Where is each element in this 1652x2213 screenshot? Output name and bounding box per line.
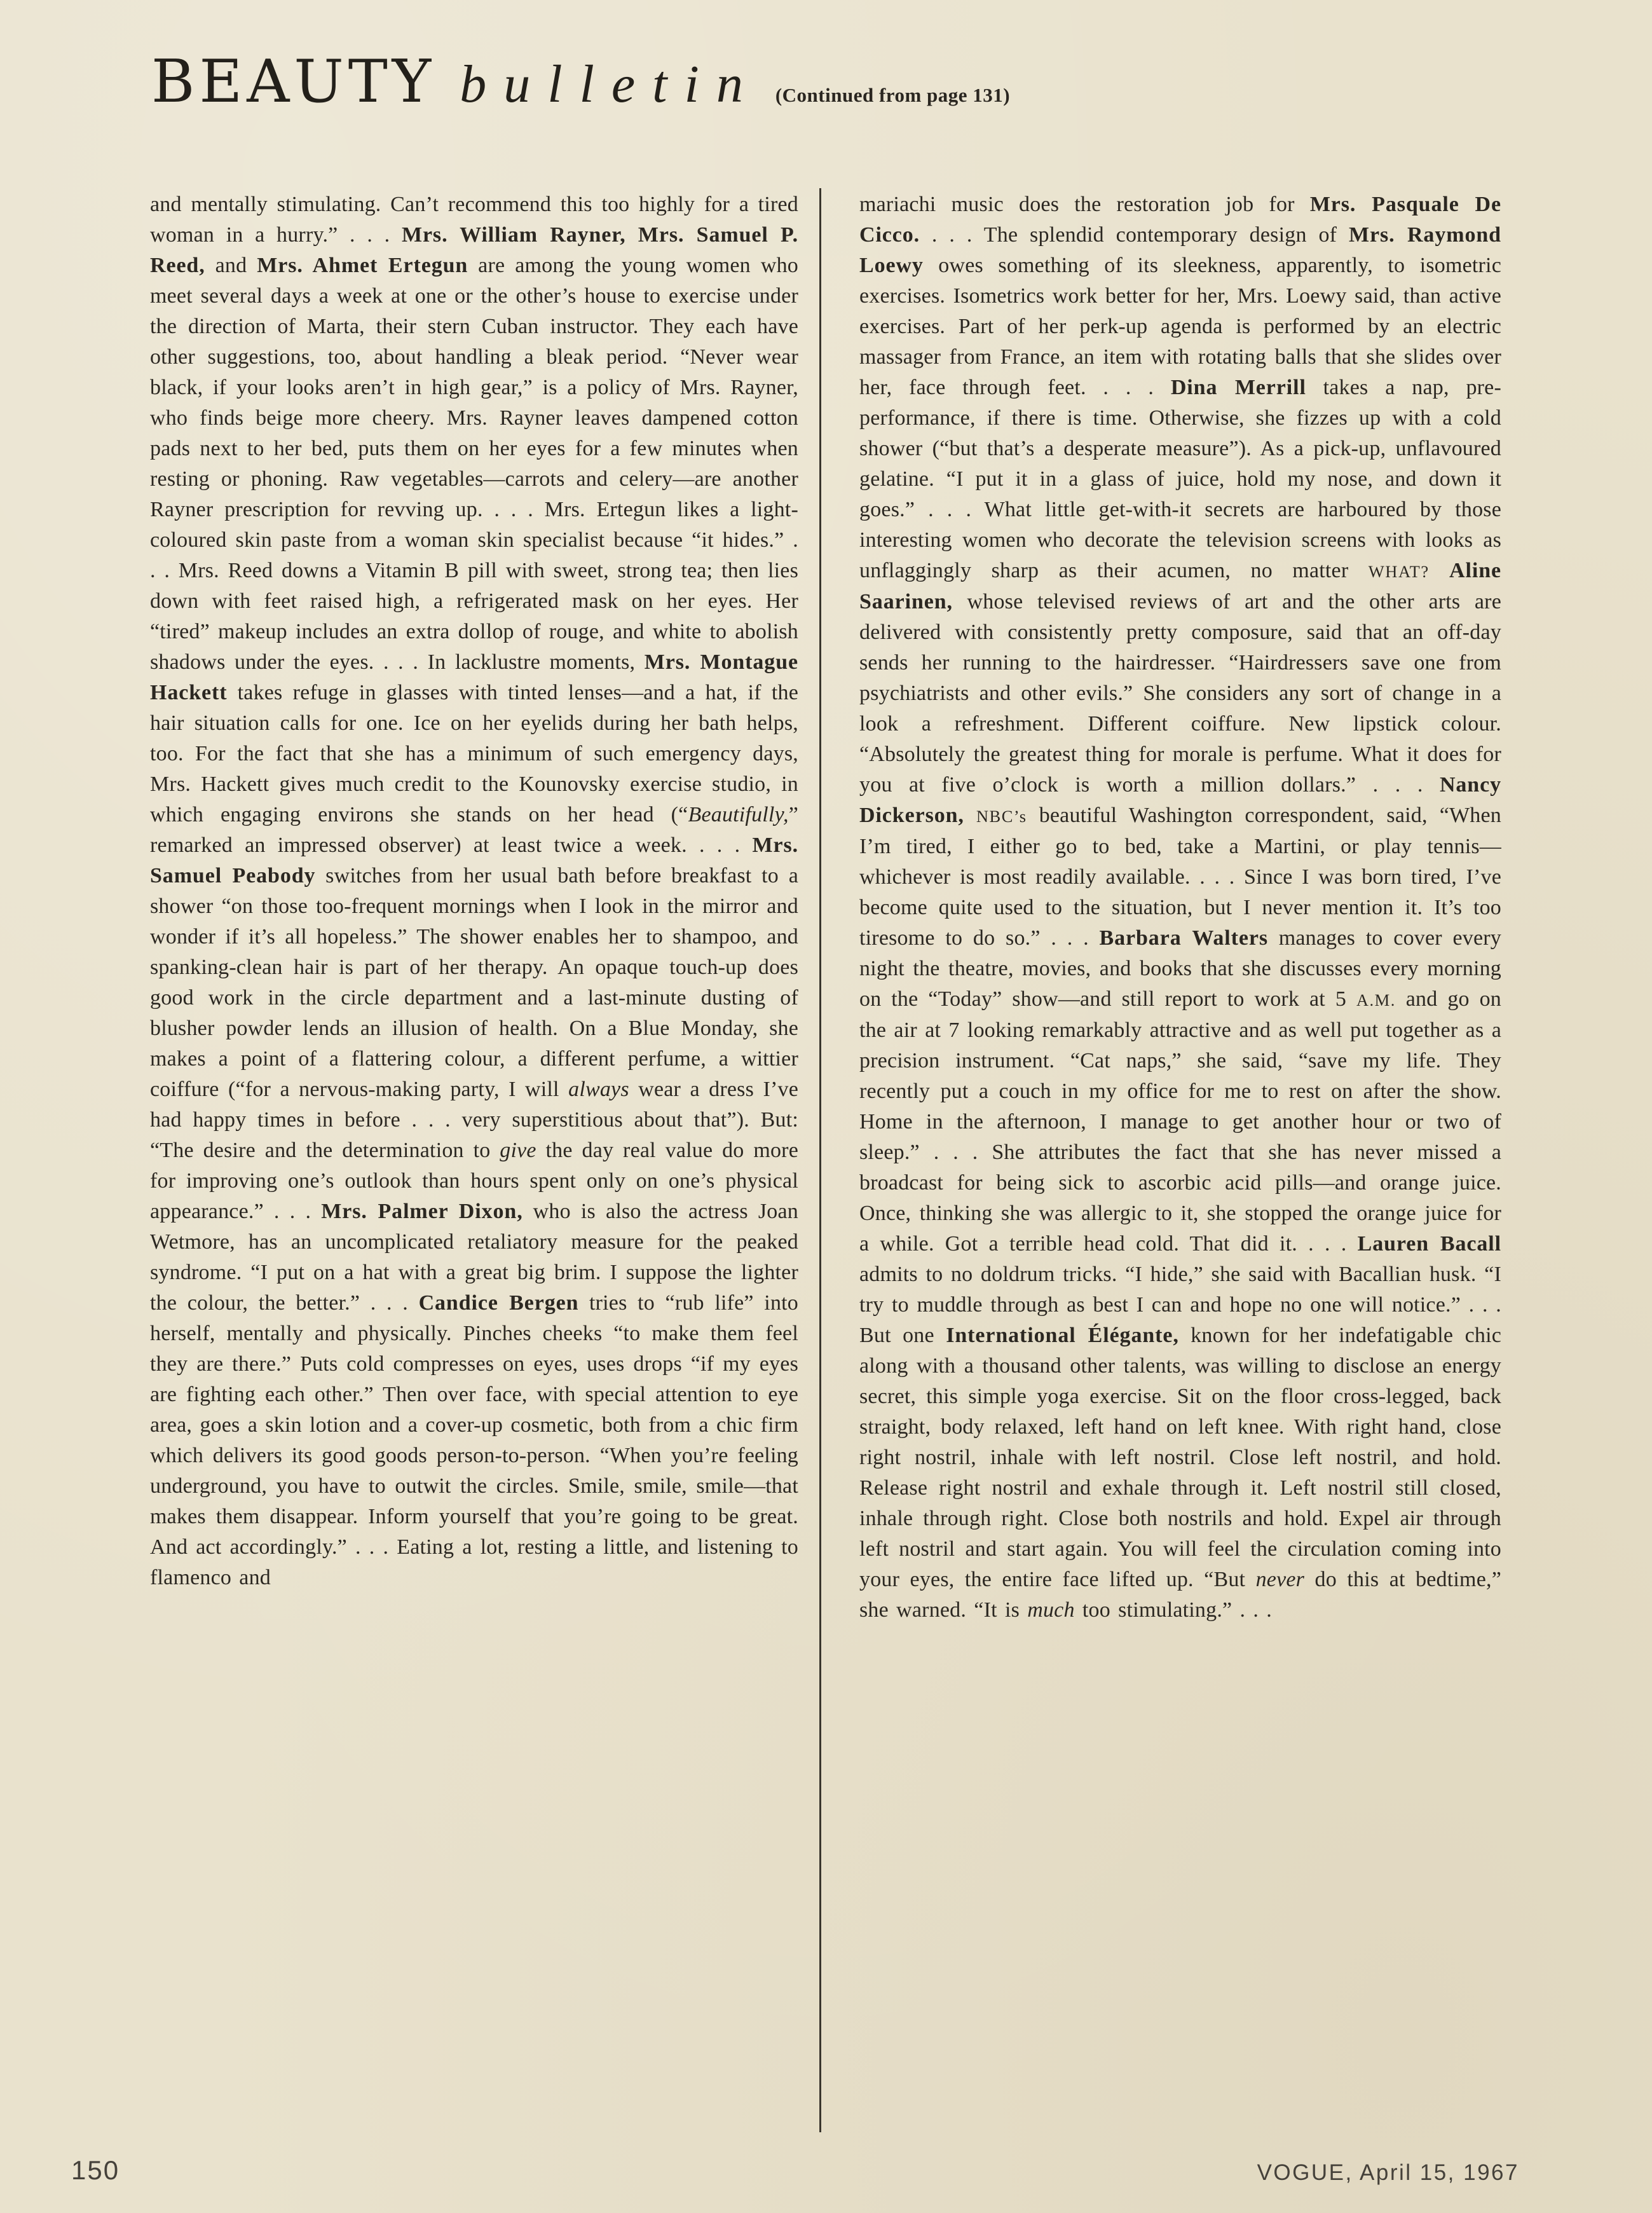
text-segment: whose televised reviews of art and the other arts are delivered with consistently pretty composure, said that an off-day sends her running to the hairdresser. “Hairdressers save one from psychiatrists and other evils.” She considers any sort of change in a look a refreshment. Different coiffure. New lipstick colour. “Absolutely the greatest thing for morale is perfume. What it does for you at five o’clock is worth a million dollars.” . . . — [859, 590, 1501, 797]
page-number: 150 — [71, 2155, 120, 2185]
column-divider — [819, 188, 821, 2132]
text-segment: Aline Saarinen, — [859, 559, 1501, 613]
article-column-left — [150, 189, 798, 1593]
text-segment: and — [205, 254, 257, 277]
text-segment: Barbara Walters — [1099, 926, 1268, 950]
text-segment: always — [568, 1078, 629, 1101]
text-segment: Lauren Bacall — [1357, 1232, 1501, 1256]
text-segment: tries to “rub life” into herself, mentally and physically. Pinches cheeks “to make them feel they are there.” Puts cold compresses on eyes, uses drops “if my eyes are fighting each other.” Then over face, with special attention to eye area, goes a skin lotion and a cover-up cosmetic, both from a chic firm which delivers its good goods person-to-person. “When you’re feeling underground, you have to outwit the circles. Smile, smile, smile—that makes them disappear. Inform yourself that you’re going to be great. And act accordingly.” . . . Eating a lot, resting a little, and listening to flamenco and — [150, 1291, 798, 1589]
text-segment: known for her indefatigable chic along with a thousand other talents, was willing to disclose an energy secret, this simple yoga exercise. Sit on the floor cross-legged, back straight, body relaxed, left hand on left knee. With right hand, close right nostril, inhale with left nostril. Close left nostril, and hold. Release right nostril and exhale through it. Left nostril still closed, inhale through right. Close both nostrils and hold. Expel air through left nostril and start again. You will feel the circulation coming into your eyes, the entire face lifted up. “But — [859, 1324, 1502, 1591]
text-segment: beautiful Washington correspondent, said, “When I’m tired, I either go to bed, take a Martini, or play tennis—whichever is most readily available. . . . Since I was born tired, I’ve become quite used to the situation, but I never mention it. It’s too tiresome to do so.” . . . — [859, 804, 1501, 950]
text-segment: who is also the actress Joan Wetmore, has an uncomplicated retaliatory measure for the peaked syndrome. “I put on a hat with a great big brim. I suppose the lighter the colour, the better.” . . . — [150, 1200, 798, 1315]
text-segment: takes a nap, pre-performance, if there is time. Otherwise, she fizzes up with a cold shower (“but that’s a desperate measure”). As a pick-up, unflavoured gelatine. “I put it in a glass of juice, hold my nose, and down it goes.” . . . What little get-with-it secrets are harboured by those interesting women who decorate the television screens with looks as unflaggingly sharp as their acumen, no matter — [859, 376, 1501, 582]
text-segment: Mrs. Samuel Peabody — [150, 833, 798, 887]
article-column-right — [859, 189, 1501, 1626]
text-segment: Dina Merrill — [1170, 376, 1306, 399]
text-segment: do this at bedtime,” she warned. “It is — [859, 1568, 1501, 1622]
text-segment: ” remarked an impressed observer) at least twice a week. . . . — [150, 803, 798, 857]
text-segment: A.M. — [1356, 990, 1396, 1010]
section-subtitle: bulletin — [460, 55, 760, 114]
text-segment: mariachi music does the restoration job for — [859, 193, 1310, 216]
magazine-credit: VOGUE, April 15, 1967 — [1257, 2160, 1519, 2185]
text-segment: much — [1027, 1598, 1075, 1622]
text-segment: manages to cover every night the theatre, movies, and books that she discusses every morning on the “Today” show—and still report to work at 5 — [859, 926, 1501, 1011]
text-segment: International Élégante, — [946, 1324, 1179, 1347]
text-segment: give — [500, 1139, 536, 1162]
text-segment: Beautifully, — [688, 803, 789, 826]
text-segment: NBC’s — [976, 807, 1027, 826]
continuation-note: (Continued from page 131) — [775, 84, 1011, 106]
text-segment: Mrs. Ahmet Ertegun — [257, 254, 468, 277]
article-header — [151, 47, 1010, 116]
section-title: BEAUTY — [151, 47, 436, 116]
text-segment — [1430, 559, 1449, 582]
text-segment: Mrs. Montague Hackett — [150, 650, 798, 704]
text-segment: are among the young women who meet several days a week at one or the other’s house to exercise under the direction of Marta, their stern Cuban instructor. They each have other suggestions, too, about handling a bleak period. “Never wear black, if your looks aren’t in high gear,” is a policy of Mrs. Rayner, who finds beige more cheery. Mrs. Rayner leaves dampened cotton pads next to her bed, puts them on her eyes for a few minutes when resting or phoning. Raw vegetables—carrots and celery—are another Rayner prescription for revving up. . . . Mrs. Ertegun likes a light-coloured skin paste from a woman skin specialist because “it hides.” . . . Mrs. Reed downs a Vitamin B pill with sweet, strong tea; then lies down with feet raised high, a refrigerated mask on her eyes. Her “tired” makeup includes an extra dollop of rouge, and white to abolish shadows under the eyes. . . . In lacklustre moments, — [150, 254, 798, 674]
text-segment: Nancy Dickerson, — [859, 773, 1501, 827]
text-segment: Mrs. Pasquale De Cicco. — [859, 193, 1501, 247]
text-segment: owes something of its sleekness, apparently, to isometric exercises. Isometrics work better for her, Mrs. Loewy said, than active exercises. Part of her perk-up agenda is performed by an electric massager from France, an item with rotating balls that she slides over her, face through feet. . . . — [859, 254, 1501, 399]
text-segment: takes refuge in glasses with tinted lenses—and a hat, if the hair situation calls for one. Ice on her eyelids during her bath helps, too. For the fact that she has a minimum of such emergency days, Mrs. Hackett gives much credit to the Kounovsky exercise studio, in which engaging environs she stands on her head (“ — [150, 681, 798, 826]
text-segment: . . . The splendid contemporary design of — [920, 223, 1349, 247]
text-segment: WHAT? — [1368, 562, 1430, 581]
text-segment: too stimulating.” . . . — [1074, 1598, 1273, 1622]
text-segment: Mrs. Raymond Loewy — [859, 223, 1501, 277]
text-segment: never — [1255, 1568, 1305, 1591]
text-segment: switches from her usual bath before breakfast to a shower “on those too-frequent mornings when I look in the mirror and wonder if it’s all hopeless.” The shower enables her to shampoo, and spanking-clean hair is part of her therapy. An opaque touch-up does good work in the circle department and a last-minute dusting of blusher powder lends an illusion of health. On a Blue Monday, she makes a point of a flattering colour, a different perfume, a wittier coiffure (“for a nervous-making party, I will — [150, 864, 798, 1101]
text-segment: and go on the air at 7 looking remarkably attractive and as well put together as a precision instrument. “Cat naps,” she said, “save my life. They recently put a couch in my office for me to rest on after the show. Home in the afternoon, I manage to get another hour or two of sleep.” . . . She attributes the fact that she has never missed a broadcast for being sick to ascorbic acid pills—and orange juice. Once, thinking she was allergic to it, she stopped the orange juice for a while. Got a terrible head cold. That did it. . . . — [859, 987, 1502, 1256]
text-segment: admits to no doldrum tricks. “I hide,” she said with Bacallian husk. “I try to muddle through as best I can and hope no one will notice.” . . . But one — [859, 1263, 1501, 1347]
text-segment: Mrs. William Rayner, Mrs. Samuel P. Reed, — [150, 223, 798, 277]
text-segment: the day real value do more for improving one’s outlook than hours spent only on one’s physical appearance.” . . . — [150, 1139, 798, 1223]
text-segment: Mrs. Palmer Dixon, — [321, 1200, 523, 1223]
text-segment: and mentally stimulating. Can’t recommend this too highly for a tired woman in a hurry.” . . . — [150, 193, 798, 247]
text-segment: Candice Bergen — [418, 1291, 579, 1315]
text-segment — [964, 804, 976, 827]
text-segment: wear a dress I’ve had happy times in before . . . very superstitious about that”). But: “The desire and the determination to — [150, 1078, 798, 1162]
